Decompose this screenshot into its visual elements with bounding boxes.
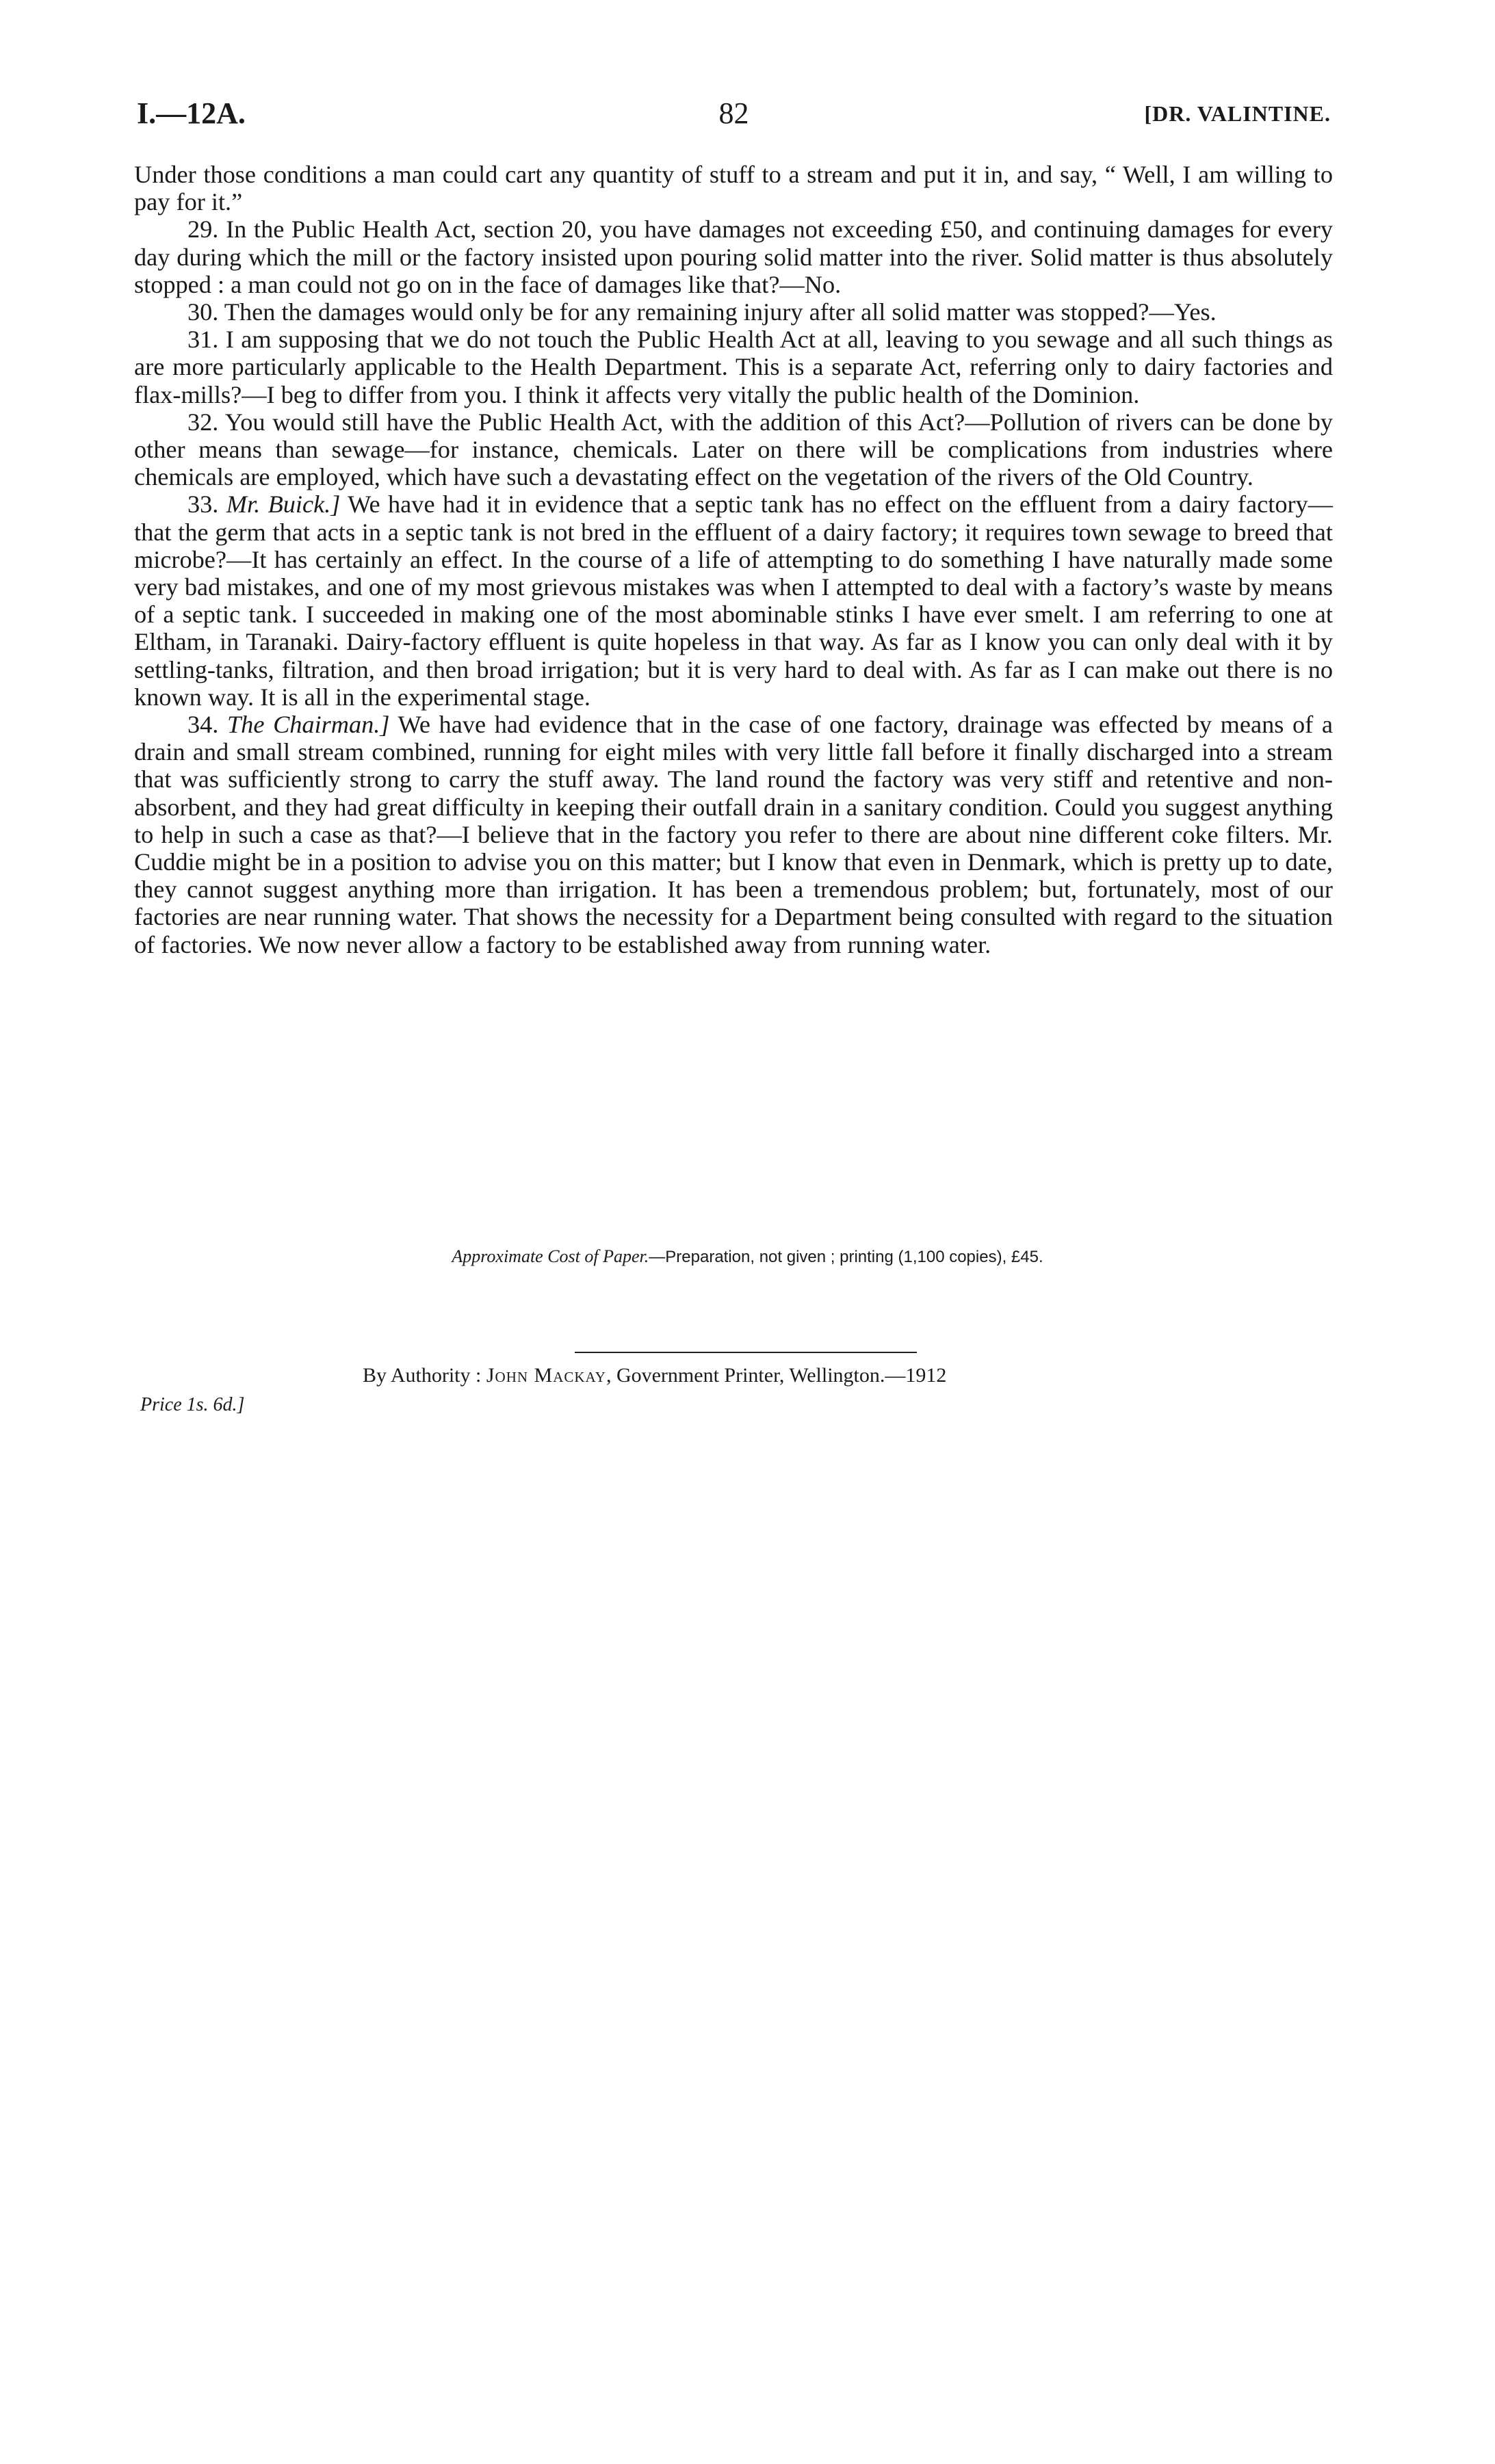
question-number: 31. bbox=[187, 326, 219, 354]
cost-of-paper bbox=[0, 1246, 1495, 1267]
printer-imprint bbox=[363, 1364, 946, 1387]
question-31 bbox=[134, 326, 1333, 408]
divider-rule bbox=[575, 1352, 917, 1353]
question-30 bbox=[134, 298, 1333, 326]
speaker-name: The Chairman.] bbox=[227, 711, 390, 739]
question-29 bbox=[134, 215, 1333, 298]
question-number: 34. bbox=[187, 711, 219, 739]
paragraph-text: You would still have the Public Health Act, with the addition of this Act?—Pollution of rivers can be done by other means than sewage—for instance, chemicals. Later on there will be complications from industries where chemicals are employed, which have such a devastating effect on the vegetation of the rivers of the Old Country. bbox=[134, 408, 1334, 491]
cost-lead: Approximate Cost of Paper. bbox=[452, 1246, 649, 1266]
question-33 bbox=[134, 490, 1333, 711]
paragraph-text: I am supposing that we do not touch the Public Health Act at all, leaving to you sewage and all such things as are more particularly applicable to the Health Department. This is a separate Act, referring only to dairy factories and flax-mills?—I beg to differ from you. I think it affects very vitally the public health of the Dominion. bbox=[134, 326, 1333, 408]
paragraph-text: In the Public Health Act, section 20, you have damages not exceeding £50, and continuing damages for every day during which the mill or the factory insisted upon pouring solid matter into the river. Solid matter is thus absolutely stopped : a man could not go on in the face of damages like that?—No. bbox=[134, 215, 1333, 298]
page-number: 82 bbox=[718, 96, 749, 130]
authority-prefix: By Authority : bbox=[363, 1364, 482, 1387]
printer-name: John Mackay bbox=[486, 1364, 606, 1387]
question-32 bbox=[134, 408, 1333, 491]
price-note: Price 1s. 6d.] bbox=[140, 1394, 245, 1415]
paper-reference: I.—12A. bbox=[137, 96, 246, 130]
question-34 bbox=[134, 711, 1333, 958]
cost-detail: —Preparation, not given ; printing (1,100 copies), £45. bbox=[649, 1248, 1043, 1266]
paragraph-text: We have had it in evidence that a septic tank has no effect on the effluent from a dairy factory—that the germ that acts in a septic tank is not bred in the effluent of a dairy factory; it requires town sewage to breed that microbe?—It has certainly an effect. In the course of a life of attempting to do something I have naturally made some very bad mistakes, and one of my most grievous mistakes was when I attempted to deal with a factory’s waste by means of a septic tank. I succeeded in making one of the most abominable stinks I have ever smelt. I am referring to one at Eltham, in Taranaki. Dairy-factory effluent is quite hopeless in that way. As far as I know you can only deal with it by settling-tanks, filtration, and then broad irrigation; but it is very hard to deal with. As far as I can make out there is no known way. It is all in the experimental stage. bbox=[134, 490, 1334, 711]
question-number: 29. bbox=[187, 215, 219, 244]
page-header bbox=[137, 96, 1331, 137]
evidence-text bbox=[134, 161, 1333, 958]
question-number: 30. bbox=[187, 298, 219, 326]
paragraph-continuation bbox=[134, 161, 1333, 215]
question-number: 33. bbox=[187, 490, 219, 519]
paragraph-text: Under those conditions a man could cart any quantity of stuff to a stream and put it in, and say, “ Well, I am willing to pay for it.” bbox=[134, 161, 1333, 216]
speaker-name: Mr. Buick.] bbox=[226, 490, 341, 519]
paragraph-text: We have had evidence that in the case of one factory, drainage was effected by means of a drain and small stream combined, running for eight miles with very little fall before it finally discharged into a stream that was sufficiently strong to carry the stuff away. The land round the factory was very stiff and retentive and non-absorbent, and they had great difficulty in keeping their outfall drain in a sanitary condition. Could you suggest anything to help in such a case as that?—I believe that in the factory you refer to there are about nine different coke filters. Mr. Cuddie might be in a position to advise you on this matter; but I know that even in Denmark, which is pretty up to date, they cannot suggest anything more than irrigation. It has been a tremendous problem; but, fortunately, most of our factories are near running water. That shows the necessity for a Department being consulted with regard to the situation of factories. We now never allow a factory to be established away from running water. bbox=[134, 711, 1333, 958]
authority-suffix: , Government Printer, Wellington.—1912 bbox=[606, 1364, 947, 1387]
witness-name: [DR. VALINTINE. bbox=[1144, 101, 1331, 126]
question-number: 32. bbox=[187, 408, 219, 436]
paragraph-text: Then the damages would only be for any remaining injury after all solid matter was stopped?—Yes. bbox=[224, 298, 1217, 326]
